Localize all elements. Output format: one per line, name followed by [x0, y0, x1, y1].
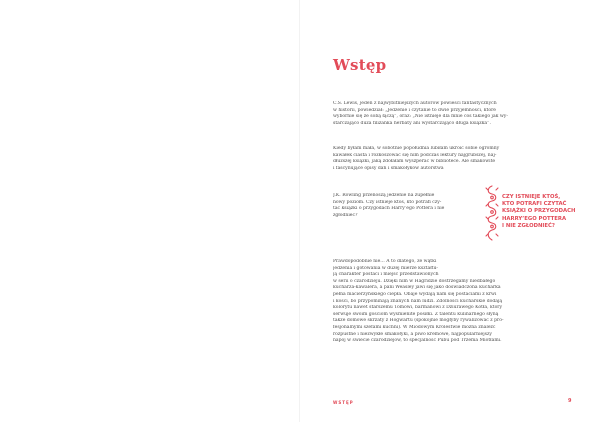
- pull-quote-line: KSIĄŻKI O PRZYGODACH: [502, 208, 576, 215]
- text-line: rozpustne i niezwykłe smakołyki, a piwo kremowe, najpopularniejszy: [333, 331, 492, 337]
- text-line: napój w świecie czarodziejów, to specjalność Pubu pod Trzema Miotłami.: [333, 338, 502, 344]
- page-number: 9: [568, 398, 572, 404]
- text-line: tać książki o przygodach Harry’ego Pottera i nie: [333, 206, 445, 212]
- text-line: Prawdopodobnie nie… A to dlatego, że wątki: [333, 259, 437, 264]
- text-line: także domowe skrzaty z Hogwartu (spokojnie mogłyby rywalizować z pro-: [333, 318, 504, 324]
- text-line: serwuje swoim gościom wyśmienite posiłki. Z talentu kulinarnego słyną: [333, 311, 499, 317]
- text-line: C.S. Lewis, jeden z najwybitniejszych autorów powieści fantastycznych: [333, 101, 497, 106]
- pull-quote-line: HARRY’EGO POTTERA: [502, 215, 567, 222]
- text-line: kolorytu nawet starszemu Tomowi, barmanowi z Dziurawego Kotła, który: [333, 305, 503, 311]
- text-line: zgłodnieć?: [333, 212, 358, 218]
- text-line: ją charakter postaci i miejsc przedstawionych: [333, 272, 439, 278]
- text-line: dłuższej książki, jaką zdołałam wyszperać w bibliotece. Ale smakowite: [333, 159, 496, 165]
- text-line: J.K. Rowling przenoszą jedzenie na zupełnie: [333, 193, 435, 198]
- paragraph-2: [333, 146, 536, 172]
- pull-quote: [502, 194, 576, 230]
- text-line: Kiedy byłam mała, w sobotnie popołudnia lubiłam ukroić sobie ogromny: [333, 146, 500, 151]
- text-line: kucharza-kawalera, a pani Weasley jawi się jako doświadczona kucharka: [333, 285, 501, 291]
- text-line: wybornie się ze sobą łączą”, oraz: „Nie istnieje dla mnie coś takiego jak wy-: [333, 114, 508, 120]
- decorative-ornament-icon: [484, 184, 500, 242]
- pull-quote-line: KTO POTRAFI CZYTAĆ: [502, 201, 567, 208]
- text-line: jedzenia i gotowania w dużej mierze kształtu-: [333, 265, 438, 271]
- chapter-title: Wstęp: [333, 56, 387, 74]
- text-line: w serii o czarodzieju. Dzięki nim w Hagridzie dostrzegamy niedbałego: [333, 278, 496, 284]
- text-line: pełna macierzyńskiego ciepła. Obaje wydają nam się postaciami z krwi: [333, 291, 497, 297]
- text-line: nowy poziom. Czy istnieje ktoś, kto potrafi czy-: [333, 199, 442, 205]
- paragraph-3: [333, 193, 468, 219]
- text-line: w historii, powiedział: „Jedzenie i czytanie to dwie przyjemności, które: [333, 107, 496, 113]
- paragraph-1: [333, 101, 536, 127]
- pull-quote-line: I NIE ZGŁODNIEĆ?: [502, 222, 555, 229]
- text-line: fesjonalnymi szefami kuchni). W Miodowym Królestwie można znaleźć: [333, 324, 496, 330]
- text-line: i kości, bo przypominają znanych nam ludzi. Zdolności kucharskie dodają: [333, 298, 503, 304]
- text-line: starczająco duża filiżanka herbaty ani wystarczająco długa książka”.: [333, 120, 491, 126]
- text-line: kawałek ciasta i rozkoszować się nim podczas lektury najgrubszej, naj-: [333, 152, 497, 158]
- paragraph-4: [333, 259, 536, 345]
- pull-quote-line: CZY ISTNIEJE KTOŚ,: [502, 194, 561, 200]
- running-footer: WSTĘP: [333, 400, 354, 405]
- text-line: i fascynujące opisy dań i smakołyków autorstwa: [333, 165, 444, 171]
